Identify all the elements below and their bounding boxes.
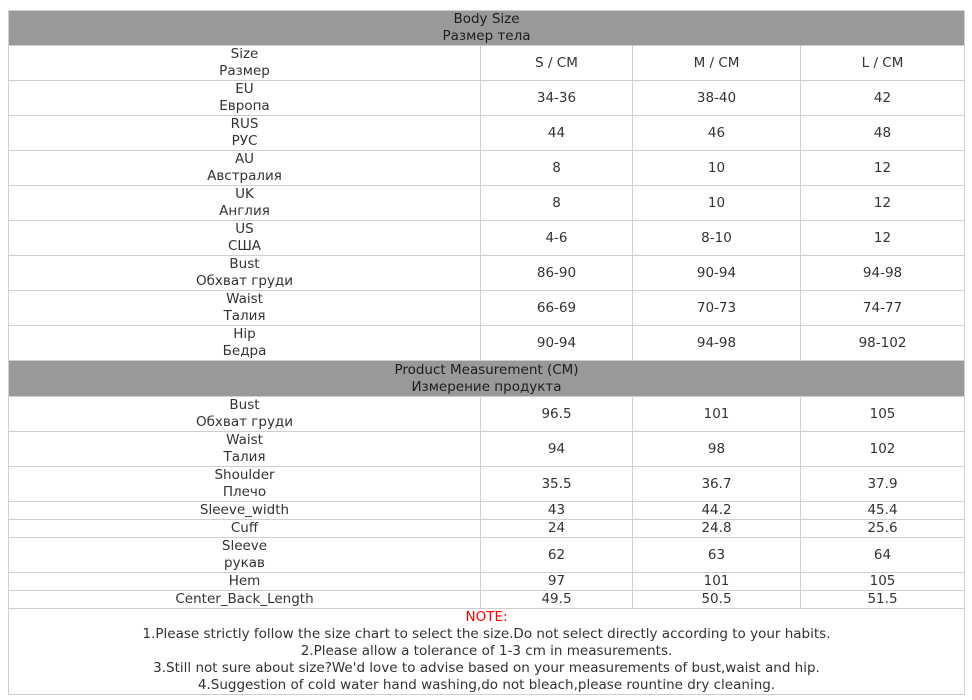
row-label-cell: [9, 538, 481, 573]
row-label-cell: [9, 326, 481, 361]
value-cell: 94-98: [633, 326, 801, 361]
value-cell: 12: [801, 186, 965, 221]
row-label-cell: [9, 81, 481, 116]
row-label-en: Sleeve_width: [199, 502, 290, 518]
value-cell: 101: [633, 573, 801, 591]
product-measurement-header-row: [9, 361, 965, 397]
column-header-s: S / CM: [481, 46, 633, 81]
product-measurement-title-ru: Измерение продукта: [411, 378, 562, 395]
row-label-cell: [9, 432, 481, 467]
value-cell: 64: [801, 538, 965, 573]
value-cell: 48: [801, 116, 965, 151]
size-label-en: Size: [230, 46, 259, 62]
table-row: [9, 221, 965, 256]
row-label-ru: Плечо: [222, 484, 267, 500]
row-label-cell: [9, 502, 481, 520]
body-size-title-en: Body Size: [453, 11, 520, 27]
note-cell: [9, 609, 965, 695]
value-cell: 45.4: [801, 502, 965, 520]
value-cell: 51.5: [801, 591, 965, 609]
row-label-ru: Обхват груди: [195, 273, 294, 289]
value-cell: 12: [801, 151, 965, 186]
table-row: [9, 502, 965, 520]
value-cell: 36.7: [633, 467, 801, 502]
column-header-l: L / CM: [801, 46, 965, 81]
value-cell: 70-73: [633, 291, 801, 326]
value-cell: 25.6: [801, 520, 965, 538]
row-label-ru: США: [227, 238, 262, 254]
table-row: [9, 573, 965, 591]
value-cell: 62: [481, 538, 633, 573]
value-cell: 37.9: [801, 467, 965, 502]
table-row: [9, 432, 965, 467]
note-line: 1.Please strictly follow the size chart to select the size.Do not select directly according to your habits.: [142, 626, 831, 642]
table-row: [9, 520, 965, 538]
table-row: [9, 538, 965, 573]
table-row: [9, 256, 965, 291]
table-row: [9, 326, 965, 361]
value-cell: 38-40: [633, 81, 801, 116]
value-cell: 96.5: [481, 397, 633, 432]
row-label-en: Waist: [226, 291, 263, 307]
row-label-en: Waist: [226, 432, 263, 448]
value-cell: 10: [633, 151, 801, 186]
note-line: 3.Still not sure about size?We'd love to advise based on your measurements of bust,waist and hip.: [153, 660, 820, 676]
row-label-en: AU: [234, 151, 255, 167]
row-label-ru: Англия: [219, 203, 270, 219]
product-measurement-title: [9, 361, 965, 397]
row-label-ru: Европа: [219, 98, 270, 114]
value-cell: 90-94: [481, 326, 633, 361]
value-cell: 86-90: [481, 256, 633, 291]
row-label-en: Center_Back_Length: [175, 591, 314, 607]
value-cell: 8: [481, 186, 633, 221]
value-cell: 94-98: [801, 256, 965, 291]
value-cell: 101: [633, 397, 801, 432]
row-label-cell: [9, 186, 481, 221]
column-header-m: M / CM: [633, 46, 801, 81]
value-cell: 98: [633, 432, 801, 467]
value-cell: 42: [801, 81, 965, 116]
row-label-en: Bust: [229, 256, 260, 272]
value-cell: 102: [801, 432, 965, 467]
value-cell: 35.5: [481, 467, 633, 502]
size-column-header-row: [9, 46, 965, 81]
note-line: 2.Please allow a tolerance of 1-3 cm in measurements.: [300, 643, 673, 659]
row-label-cell: [9, 151, 481, 186]
value-cell: 98-102: [801, 326, 965, 361]
value-cell: 105: [801, 397, 965, 432]
value-cell: 50.5: [633, 591, 801, 609]
note-line: 4.Suggestion of cold water hand washing,do not bleach,please rountine dry cleaning.: [197, 677, 776, 693]
row-label-ru: рукав: [224, 555, 265, 571]
row-label-cell: [9, 397, 481, 432]
row-label-en: US: [235, 221, 254, 237]
value-cell: 24: [481, 520, 633, 538]
row-label-cell: [9, 591, 481, 609]
table-row: [9, 186, 965, 221]
row-label-cell: [9, 221, 481, 256]
product-measurement-title-en: Product Measurement (CM): [394, 361, 579, 378]
table-row: [9, 151, 965, 186]
value-cell: 10: [633, 186, 801, 221]
size-chart-table: [8, 10, 965, 695]
table-row: [9, 116, 965, 151]
value-cell: 44.2: [633, 502, 801, 520]
row-label-ru: Австралия: [207, 168, 282, 184]
value-cell: 105: [801, 573, 965, 591]
row-label-en: UK: [235, 186, 254, 202]
row-label-en: Shoulder: [214, 467, 275, 483]
row-label-ru: Бедра: [222, 343, 267, 359]
row-label-cell: [9, 520, 481, 538]
size-label-ru: Размер: [219, 63, 270, 79]
row-label-en: Bust: [229, 397, 260, 413]
row-label-en: Hip: [233, 326, 256, 342]
body-size-header-row: [9, 11, 965, 46]
value-cell: 97: [481, 573, 633, 591]
size-chart-body: [9, 11, 965, 695]
value-cell: 90-94: [633, 256, 801, 291]
body-size-title-ru: Размер тела: [442, 28, 531, 44]
value-cell: 63: [633, 538, 801, 573]
value-cell: 34-36: [481, 81, 633, 116]
value-cell: 94: [481, 432, 633, 467]
note-row: [9, 609, 965, 695]
value-cell: 8: [481, 151, 633, 186]
value-cell: 12: [801, 221, 965, 256]
row-label-cell: [9, 467, 481, 502]
row-label-en: EU: [235, 81, 254, 97]
value-cell: 74-77: [801, 291, 965, 326]
value-cell: 44: [481, 116, 633, 151]
value-cell: 8-10: [633, 221, 801, 256]
value-cell: 43: [481, 502, 633, 520]
table-row: [9, 397, 965, 432]
row-label-cell: [9, 573, 481, 591]
value-cell: 4-6: [481, 221, 633, 256]
value-cell: 46: [633, 116, 801, 151]
size-label-cell: [9, 46, 481, 81]
value-cell: 24.8: [633, 520, 801, 538]
table-row: [9, 591, 965, 609]
row-label-en: Sleeve: [221, 538, 268, 554]
row-label-cell: [9, 291, 481, 326]
table-row: [9, 291, 965, 326]
table-row: [9, 467, 965, 502]
row-label-ru: Талия: [223, 449, 266, 465]
body-size-title: [9, 11, 965, 46]
value-cell: 49.5: [481, 591, 633, 609]
row-label-en: RUS: [230, 116, 259, 132]
row-label-en: Hem: [228, 573, 261, 589]
row-label-cell: [9, 116, 481, 151]
row-label-ru: Талия: [223, 308, 266, 324]
row-label-en: Cuff: [230, 520, 259, 536]
note-title: NOTE:: [465, 609, 508, 625]
row-label-ru: РУС: [231, 133, 258, 149]
row-label-ru: Обхват груди: [195, 414, 294, 430]
value-cell: 66-69: [481, 291, 633, 326]
row-label-cell: [9, 256, 481, 291]
table-row: [9, 81, 965, 116]
